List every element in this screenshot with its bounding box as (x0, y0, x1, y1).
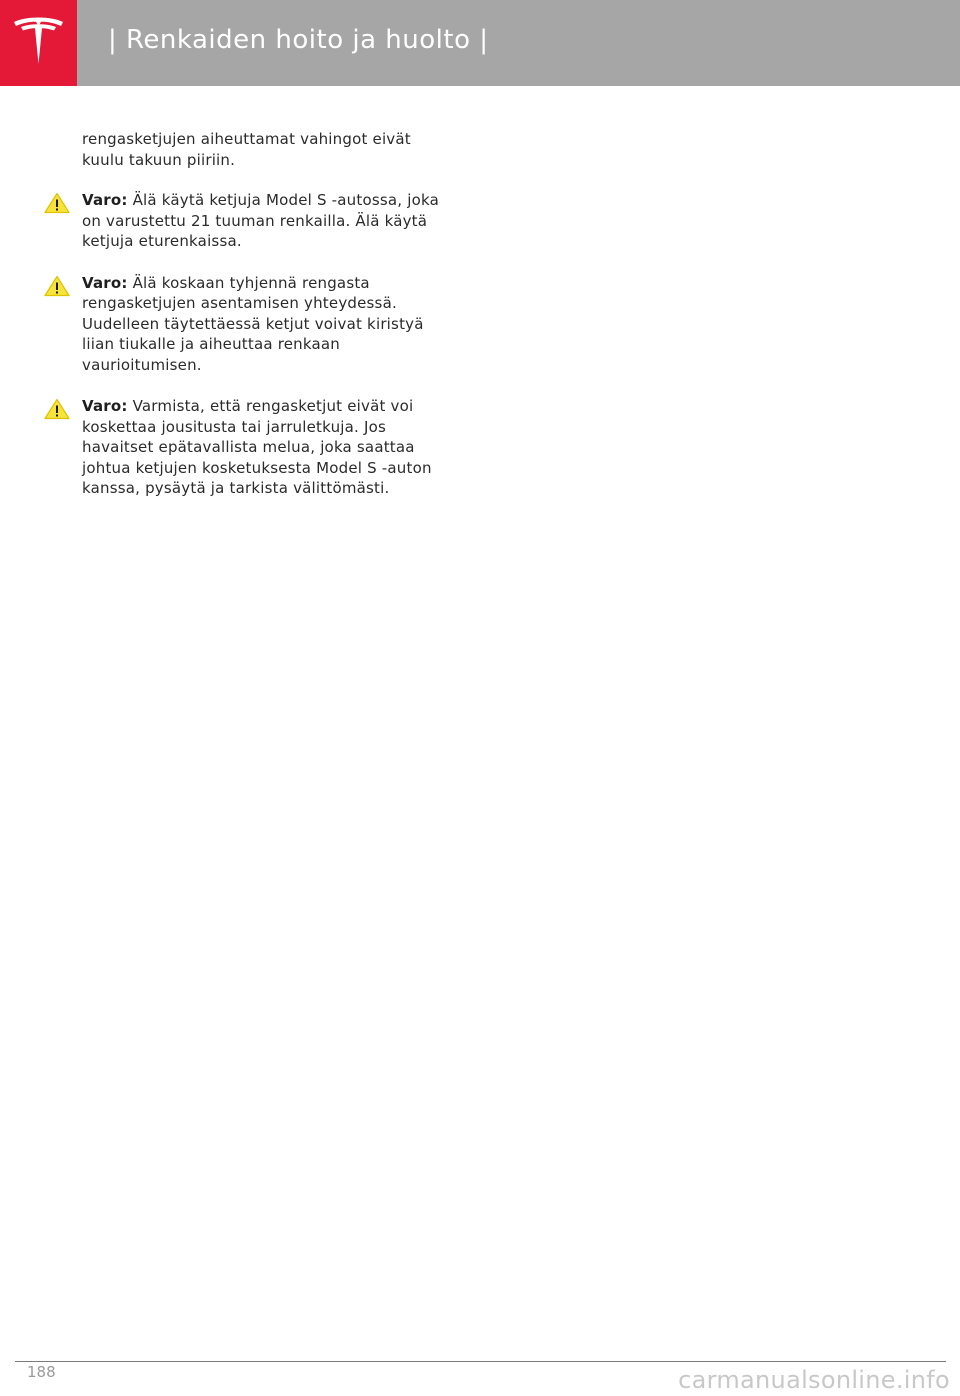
warning-triangle-icon (44, 275, 70, 297)
warning-label: Varo: (82, 191, 128, 209)
page-number: 188 (27, 1363, 56, 1381)
warning-block (82, 190, 444, 252)
warning-text: Varmista, että rengasketjut eivät voi koskettaa jousitusta tai jarruletkuja. Jos havaitset epätavallista melua, joka saattaa johtua ketjujen kosketuksesta Model S -auton kanssa, pysäytä ja tarkista välittömästi. (82, 397, 432, 497)
page-header (0, 0, 960, 86)
tesla-logo-icon (12, 16, 65, 68)
warning-block (82, 273, 444, 376)
watermark: carmanualsonline.info (678, 1366, 950, 1394)
warning-label: Varo: (82, 397, 128, 415)
intro-paragraph: rengasketjujen aiheuttamat vahingot eivät kuulu takuun piiriin. (82, 130, 411, 169)
main-content (82, 129, 444, 520)
warning-text: Älä käytä ketjuja Model S -autossa, joka on varustettu 21 tuuman renkailla. Älä käytä ketjuja eturenkaissa. (82, 191, 439, 250)
brand-logo-box (0, 0, 77, 86)
warning-triangle-icon (44, 192, 70, 214)
warning-text: Älä koskaan tyhjennä rengasta rengasketjujen asentamisen yhteydessä. Uudelleen täytettäessä ketjut voivat kiristyä liian tiukalle ja aiheuttaa renkaan vaurioitumisen. (82, 273, 424, 374)
footer-divider (15, 1361, 946, 1362)
warning-triangle-icon (44, 398, 70, 420)
warning-block (82, 396, 444, 499)
section-title: | Renkaiden hoito ja huolto | (108, 25, 489, 55)
warning-label: Varo: (82, 273, 128, 292)
